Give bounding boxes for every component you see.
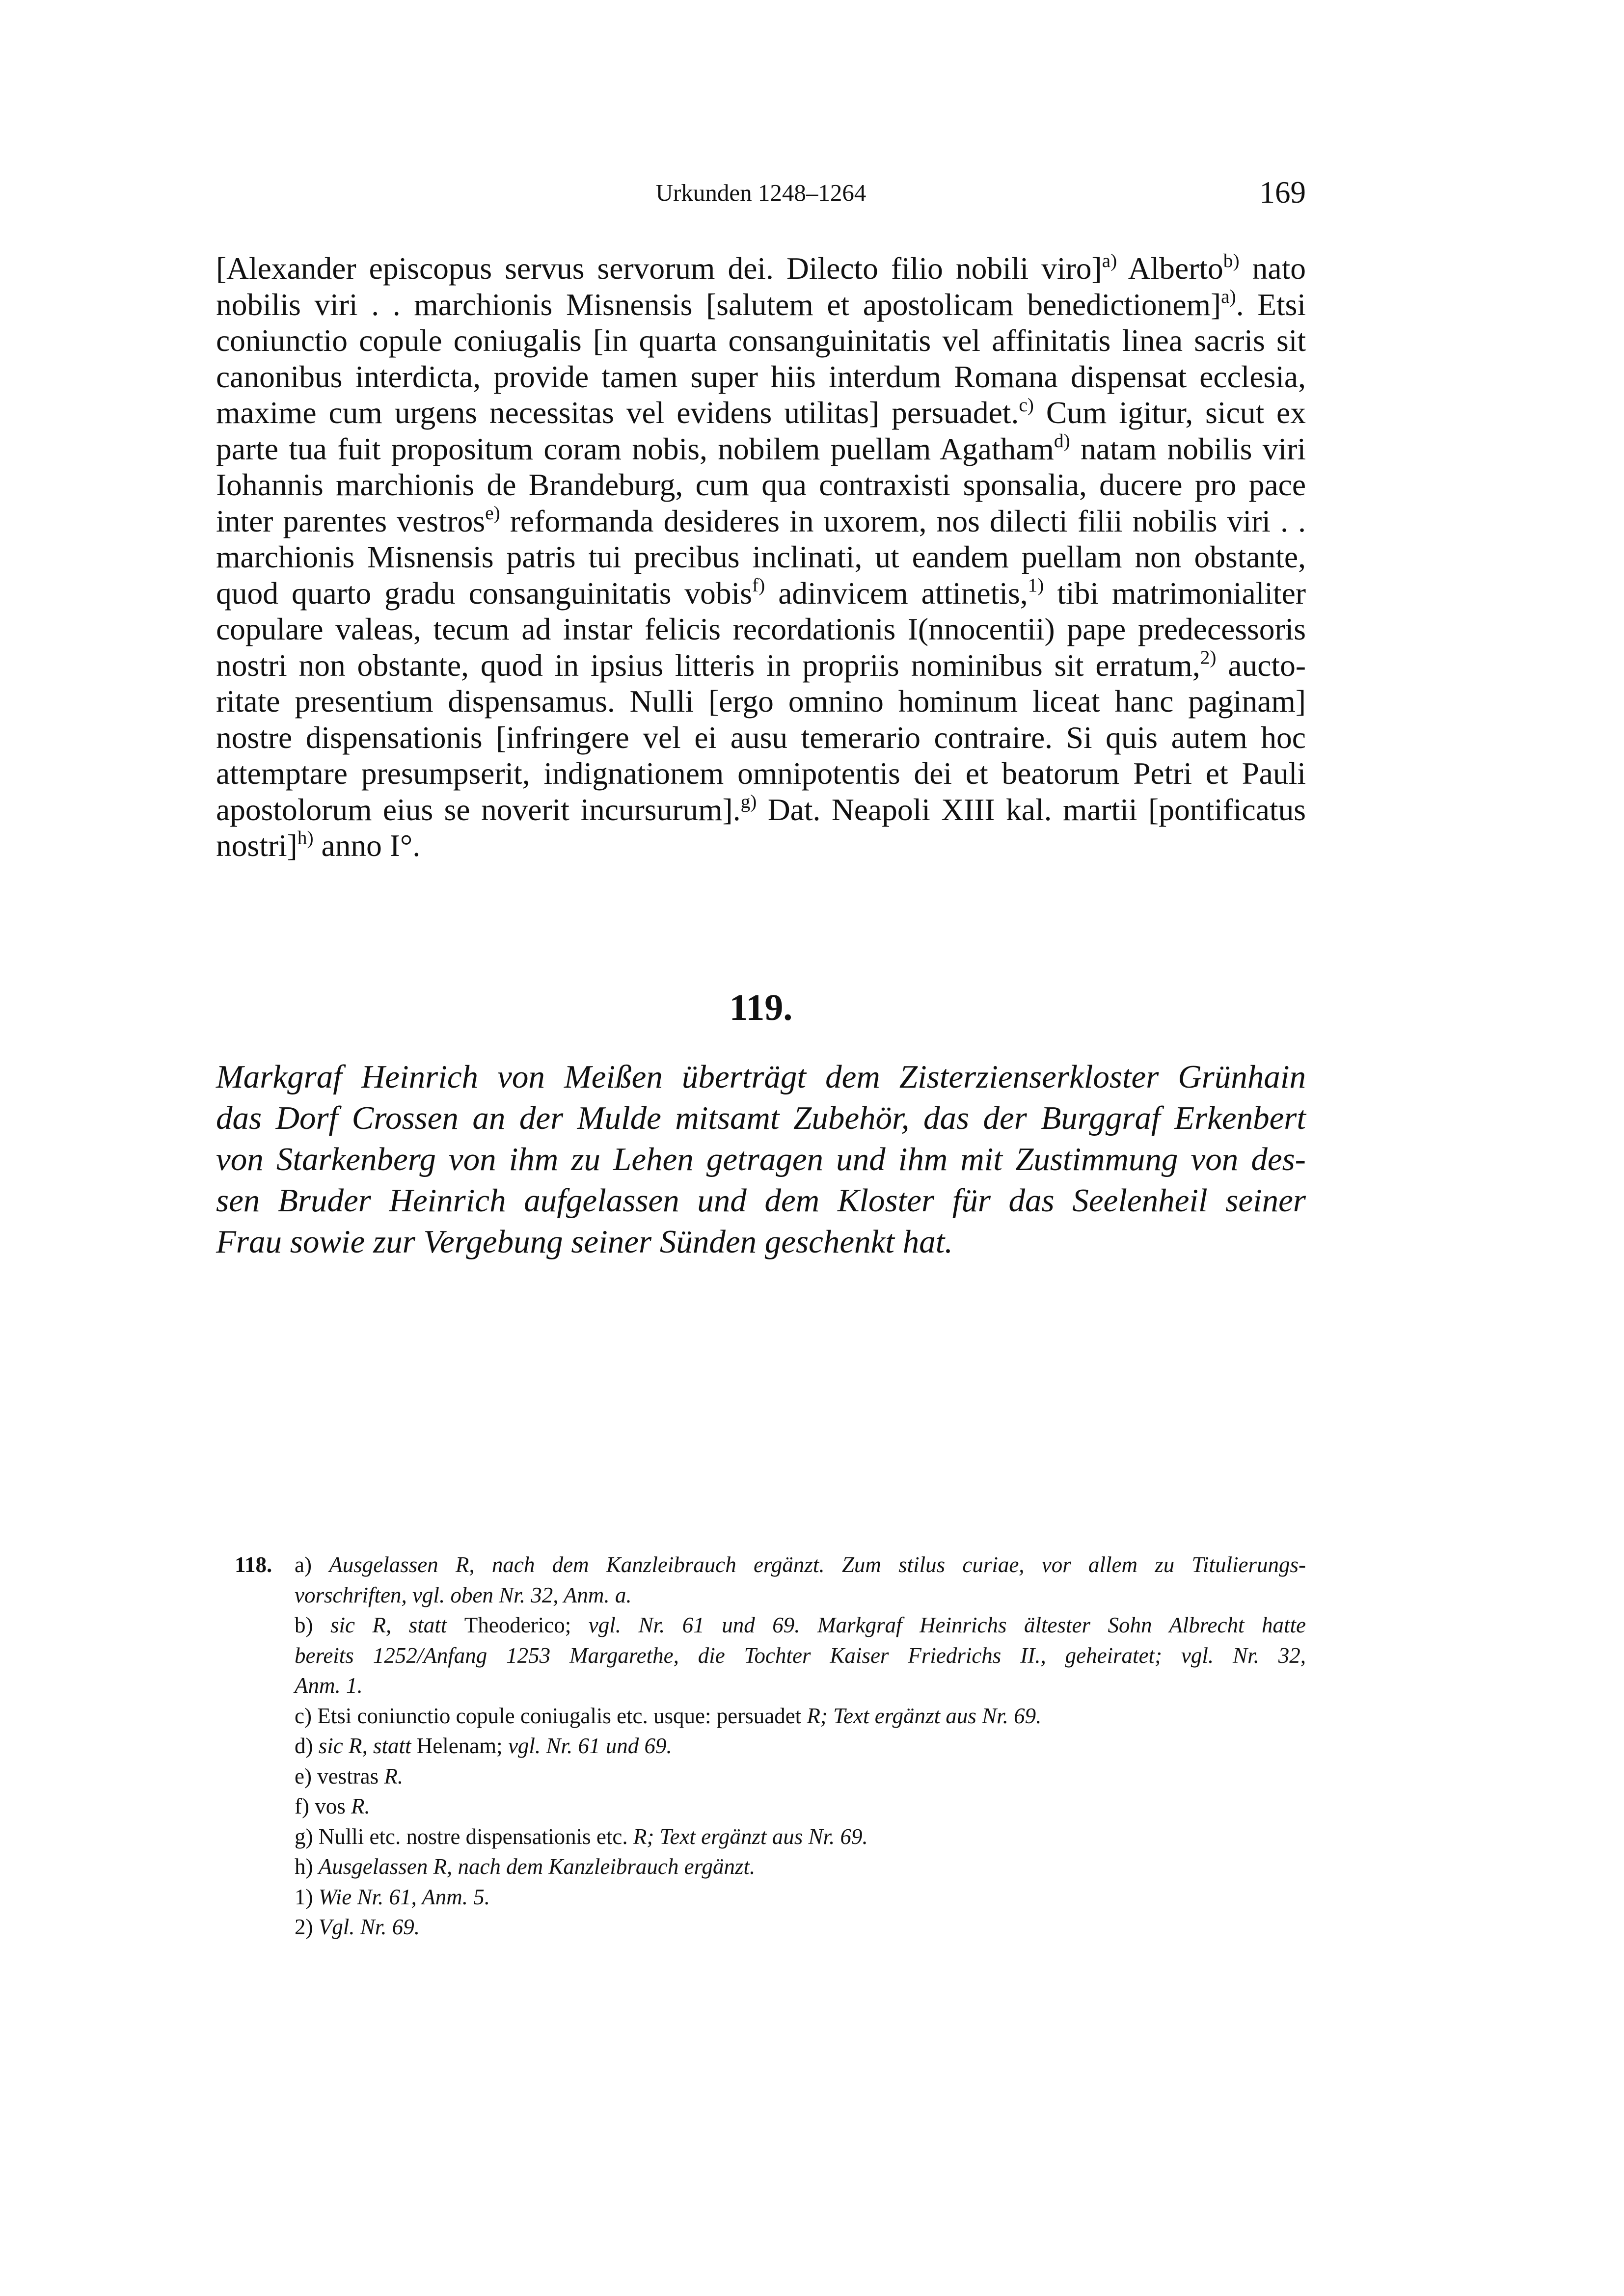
text-line <box>216 359 1306 395</box>
footnote-marker: a) <box>1221 286 1236 308</box>
text-run: attemptare presumpserit, indignationem omnipotentis dei et beatorum Petri et Pauli <box>216 756 1306 791</box>
footnote-run: sic R, statt <box>330 1613 464 1637</box>
regest-line: von Starkenberg von ihm zu Lehen getragen und ihm mit Zustimmung von des- <box>216 1141 1306 1177</box>
footnote-run: 1) <box>295 1884 319 1909</box>
footnote-line <box>295 1580 1306 1611</box>
footnote-line <box>295 1671 1306 1701</box>
footnote-run: d) <box>295 1734 319 1758</box>
text-run: parte tua fuit propositum coram nobis, nobilem puellam Agatham <box>216 431 1054 466</box>
text-line <box>216 431 1306 467</box>
footnote-line <box>295 1912 1306 1943</box>
footnote-document-number: 118. <box>235 1552 272 1577</box>
footnote-marker: g) <box>740 791 757 813</box>
text-line <box>216 539 1306 575</box>
text-run: copulare valeas, tecum ad instar felicis recordationis I(nnocentii) pape predecessoris <box>216 612 1306 646</box>
text-line <box>216 503 1306 539</box>
footnote-line <box>295 1701 1306 1732</box>
running-title: Urkunden 1248–1264 <box>655 179 866 206</box>
footnote-line <box>295 1731 1306 1762</box>
text-run: marchionis Misnensis patris tui precibus inclinati, ut eandem puellam non obstante, <box>216 539 1306 574</box>
text-run: . Etsi <box>1236 287 1306 322</box>
text-run: ritate presentium dispensamus. Nulli [ergo omnino hominum liceat hanc paginam] <box>216 684 1306 719</box>
text-run: canonibus interdicta, provide tamen super hiis interdum Romana dispensat ecclesia, <box>216 359 1306 394</box>
footnote-line <box>295 1550 1306 1580</box>
regest-line: das Dorf Crossen an der Mulde mitsamt Zubehör, das der Burggraf Erkenbert <box>216 1100 1306 1136</box>
text-run: [Alexander episcopus servus servorum dei. Dilecto filio nobili viro] <box>216 251 1102 286</box>
footnote-marker: b) <box>1223 249 1240 271</box>
text-run: reformanda desideres in uxorem, nos dilecti filii nobilis viri . . <box>500 503 1306 538</box>
text-run: Cum igitur, sicut ex <box>1033 395 1306 430</box>
footnote-run: 2) <box>295 1915 319 1939</box>
text-run: anno I°. <box>313 828 421 863</box>
footnote-line <box>295 1610 1306 1641</box>
footnote-run: e) vestras <box>295 1763 384 1789</box>
text-line <box>216 647 1306 684</box>
text-run: nobilis viri . . marchionis Misnensis [salutem et apostolicam benedictionem] <box>216 287 1221 322</box>
text-run: Dat. Neapoli XIII kal. martii [pontificatus <box>757 792 1306 827</box>
footnote-run: h) <box>295 1854 319 1879</box>
text-line <box>216 467 1306 503</box>
footnote-line <box>295 1852 1306 1882</box>
footnote-marker: e) <box>485 502 500 524</box>
text-line <box>216 287 1306 323</box>
footnote-marker: c) <box>1019 394 1034 416</box>
footnote-line <box>295 1822 1306 1852</box>
text-run: apostolorum eius se noverit incursurum]. <box>216 792 741 827</box>
footnote-marker: h) <box>297 827 314 849</box>
text-line <box>216 575 1306 612</box>
footnote-run: Ausgelassen R, nach dem Kanzleibrauch ergänzt. Zum stilus curiae, vor allem zu Titulierungs- <box>329 1552 1306 1577</box>
footnote-run: b) <box>295 1613 330 1637</box>
text-run: nostri] <box>216 828 298 863</box>
text-line <box>216 395 1306 431</box>
footnote-run: f) vos <box>295 1794 351 1818</box>
footnote-run: sic R, statt <box>318 1734 417 1758</box>
footnote-run: Helenam; <box>416 1734 508 1758</box>
footnote-marker: d) <box>1054 430 1070 452</box>
regest-line: sen Bruder Heinrich aufgelassen und dem Kloster für das Seelenheil seiner <box>216 1182 1306 1219</box>
text-line <box>216 755 1306 792</box>
footnote-run: Anm. 1. <box>295 1673 363 1698</box>
text-run: tibi matrimonialiter <box>1044 575 1306 611</box>
footnote-run: Theoderico; <box>464 1613 589 1637</box>
footnote-line <box>295 1641 1306 1671</box>
footnote-run: R. <box>384 1763 404 1789</box>
running-header <box>216 175 1306 214</box>
text-run: quod quarto gradu consanguinitatis vobis <box>216 575 752 611</box>
text-run: coniunctio copule coniugalis [in quarta consanguinitatis vel affinitatis linea sacris sit <box>216 323 1306 358</box>
footnote-marker: 1) <box>1028 574 1044 596</box>
footnote-marker: f) <box>752 574 765 596</box>
footnote-marker: a) <box>1102 249 1117 271</box>
text-run: nostre dispensationis [infringere vel ei ausu temerario contraire. Si quis autem hoc <box>216 720 1306 755</box>
footnote-run: vorschriften, vgl. oben Nr. 32, Anm. a. <box>295 1582 632 1607</box>
text-run: adinvicem attinetis, <box>765 575 1028 611</box>
page-number: 169 <box>1259 175 1306 210</box>
document-118-text <box>216 250 1306 864</box>
text-run: nostri non obstante, quod in ipsius litteris in propriis nominibus sit erratum, <box>216 647 1200 683</box>
regest-line: Markgraf Heinrich von Meißen überträgt dem Zisterzienserkloster Grünhain <box>216 1059 1306 1095</box>
text-run: aucto- <box>1216 647 1306 683</box>
footnote-run: vgl. Nr. 61 und 69. <box>508 1734 672 1758</box>
footnote-run: a) <box>295 1552 329 1577</box>
footnote-run: c) Etsi coniunctio copule coniugalis etc. usque: persuadet <box>295 1703 807 1728</box>
text-run: nato <box>1239 251 1306 286</box>
footnote-run: bereits 1252/Anfang 1253 Margarethe, die Tochter Kaiser Friedrichs II., geheiratet; vgl. Nr. 32, <box>295 1643 1306 1668</box>
footnote-line <box>295 1791 1306 1822</box>
footnote-run: Wie Nr. 61, Anm. 5. <box>318 1884 490 1909</box>
footnote-run: R; Text ergänzt aus Nr. 69. <box>633 1824 868 1849</box>
regest-line: Frau sowie zur Vergebung seiner Sünden geschenkt hat. <box>216 1224 953 1260</box>
text-run: Iohannis marchionis de Brandeburg, cum qua contraxisti sponsalia, ducere pro pace <box>216 467 1306 502</box>
text-line <box>216 250 1306 287</box>
document-119-regest <box>216 1056 1306 1262</box>
text-line <box>216 611 1306 647</box>
footnote-line <box>295 1762 1306 1792</box>
document-number-119: 119. <box>729 987 793 1028</box>
text-run: natam nobilis viri <box>1070 431 1306 466</box>
text-line <box>216 792 1306 828</box>
footnote-run: g) Nulli etc. nostre dispensationis etc. <box>295 1824 633 1849</box>
text-run: maxime cum urgens necessitas vel evidens utilitas] persuadet. <box>216 395 1019 430</box>
footnote-run: R; Text ergänzt aus Nr. 69. <box>807 1703 1042 1728</box>
footnote-list <box>295 1550 1306 1943</box>
footnote-run: Vgl. Nr. 69. <box>318 1915 420 1939</box>
footnote-run: Ausgelassen R, nach dem Kanzleibrauch ergänzt. <box>318 1854 756 1879</box>
text-run: Alberto <box>1117 251 1223 286</box>
footnote-run: vgl. Nr. 61 und 69. Markgraf Heinrichs ältester Sohn Albrecht hatte <box>588 1613 1306 1637</box>
footnote-marker: 2) <box>1200 646 1217 668</box>
text-run: inter parentes vestros <box>216 503 486 538</box>
footnote-run: R. <box>351 1794 370 1818</box>
text-line <box>216 720 1306 756</box>
footnote-line <box>295 1882 1306 1913</box>
text-line <box>216 828 1306 864</box>
text-line <box>216 322 1306 359</box>
text-line <box>216 683 1306 720</box>
